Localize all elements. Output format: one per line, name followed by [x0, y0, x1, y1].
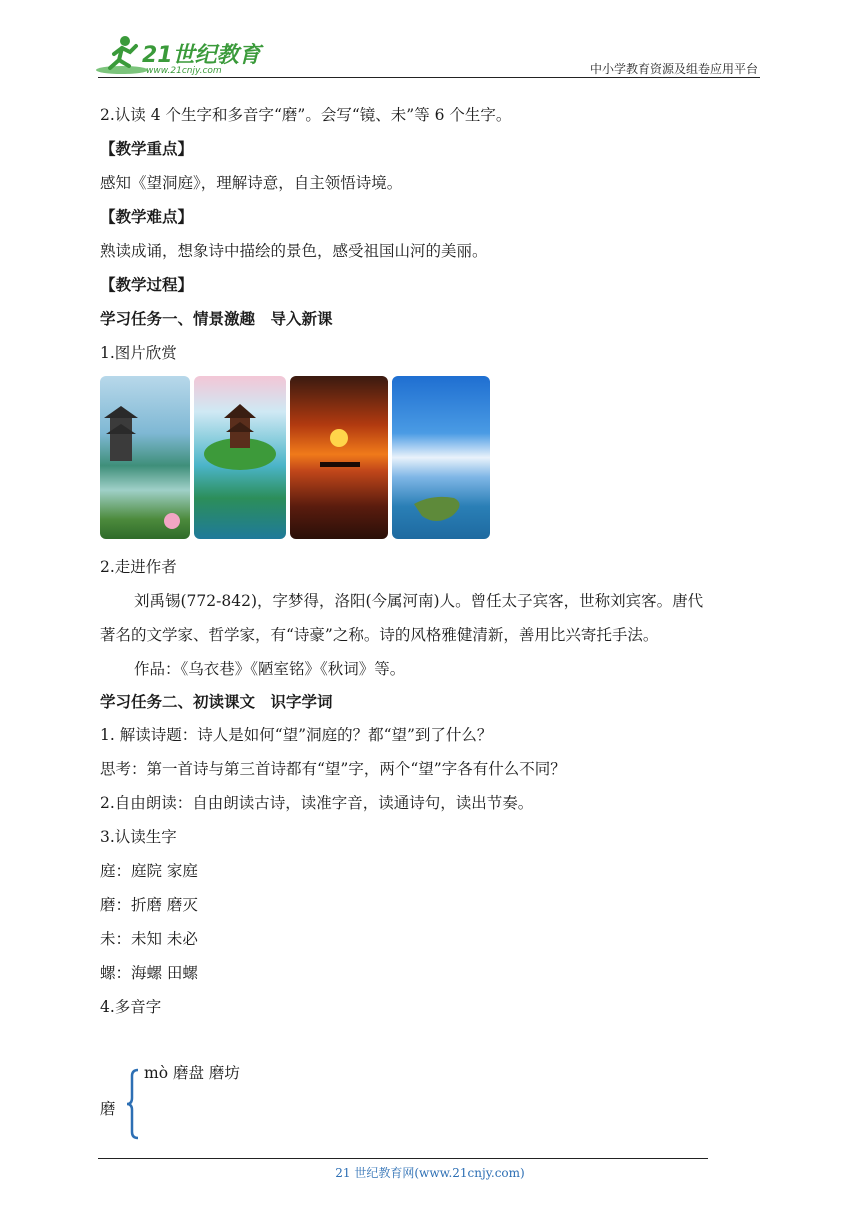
read-3: 3.认读生字	[100, 828, 177, 846]
photo-island-lake	[392, 376, 490, 539]
difficult-heading: 【教学难点】	[100, 208, 194, 226]
footer-link[interactable]: 21 世纪教育网(www.21cnjy.com)	[335, 1166, 525, 1180]
task-2-heading: 学习任务二、初读课文 识字学词	[100, 693, 333, 711]
logo-text: 21世纪教育	[142, 43, 261, 68]
logo	[92, 28, 262, 80]
island-icon	[392, 376, 490, 539]
read-2: 2.自由朗读：自由朗读古诗，读准字音，读通诗句，读出节奏。	[100, 794, 534, 812]
author-paragraph-2: 著名的文学家、哲学家，有“诗豪”之称。诗的风格雅健清新，善用比兴寄托手法。	[100, 626, 659, 644]
header-platform-label: 中小学教育资源及组卷应用平台	[589, 62, 758, 76]
pagoda-icon	[100, 376, 190, 539]
photo-island-pavilion	[194, 376, 286, 539]
author-works: 作品：《乌衣巷》《陋室铭》《秋词》等。	[134, 660, 406, 678]
key-heading: 【教学重点】	[100, 140, 194, 158]
photo-sunset-lake	[290, 376, 388, 539]
word-4: 螺：海螺 田螺	[100, 964, 198, 982]
sun-icon	[290, 376, 388, 539]
polyphone-char: 磨	[100, 1100, 116, 1118]
footer-divider	[98, 1158, 708, 1159]
difficult-text: 熟读成诵，想象诗中描绘的景色，感受祖国山河的美丽。	[100, 242, 488, 260]
word-2: 磨：折磨 磨灭	[100, 896, 198, 914]
task-1-heading: 学习任务一、情景激趣 导入新课	[100, 310, 333, 328]
think: 思考：第一首诗与第三首诗都有“望”字，两个“望”字各有什么不同？	[100, 760, 566, 778]
brace-icon	[126, 1068, 140, 1140]
word-3: 未：未知 未必	[100, 930, 198, 948]
key-text: 感知《望洞庭》，理解诗意，自主领悟诗境。	[100, 174, 403, 192]
read-4: 4.多音字	[100, 998, 162, 1016]
goal-2: 2.认读 4 个生字和多音字“磨”。会写“镜、未”等 6 个生字。	[100, 106, 512, 124]
photo-pagoda-lake	[100, 376, 190, 539]
logo-subtext: www.21cnjy.com	[146, 66, 222, 76]
word-1: 庭：庭院 家庭	[100, 862, 198, 880]
picture-title: 1.图片欣赏	[100, 344, 177, 362]
polyphone-mo: mò 磨盘 磨坊	[144, 1064, 240, 1082]
author-paragraph-1: 刘禹锡(772-842)，字梦得，洛阳(今属河南)人。曾任太子宾客，世称刘宾客。唐代	[134, 592, 704, 610]
author-title: 2.走进作者	[100, 558, 177, 576]
pavilion-icon	[194, 376, 286, 539]
read-1: 1. 解读诗题：诗人是如何“望”洞庭的？都“望”到了什么？	[100, 726, 493, 744]
process-heading: 【教学过程】	[100, 276, 194, 294]
header-divider	[98, 77, 760, 78]
